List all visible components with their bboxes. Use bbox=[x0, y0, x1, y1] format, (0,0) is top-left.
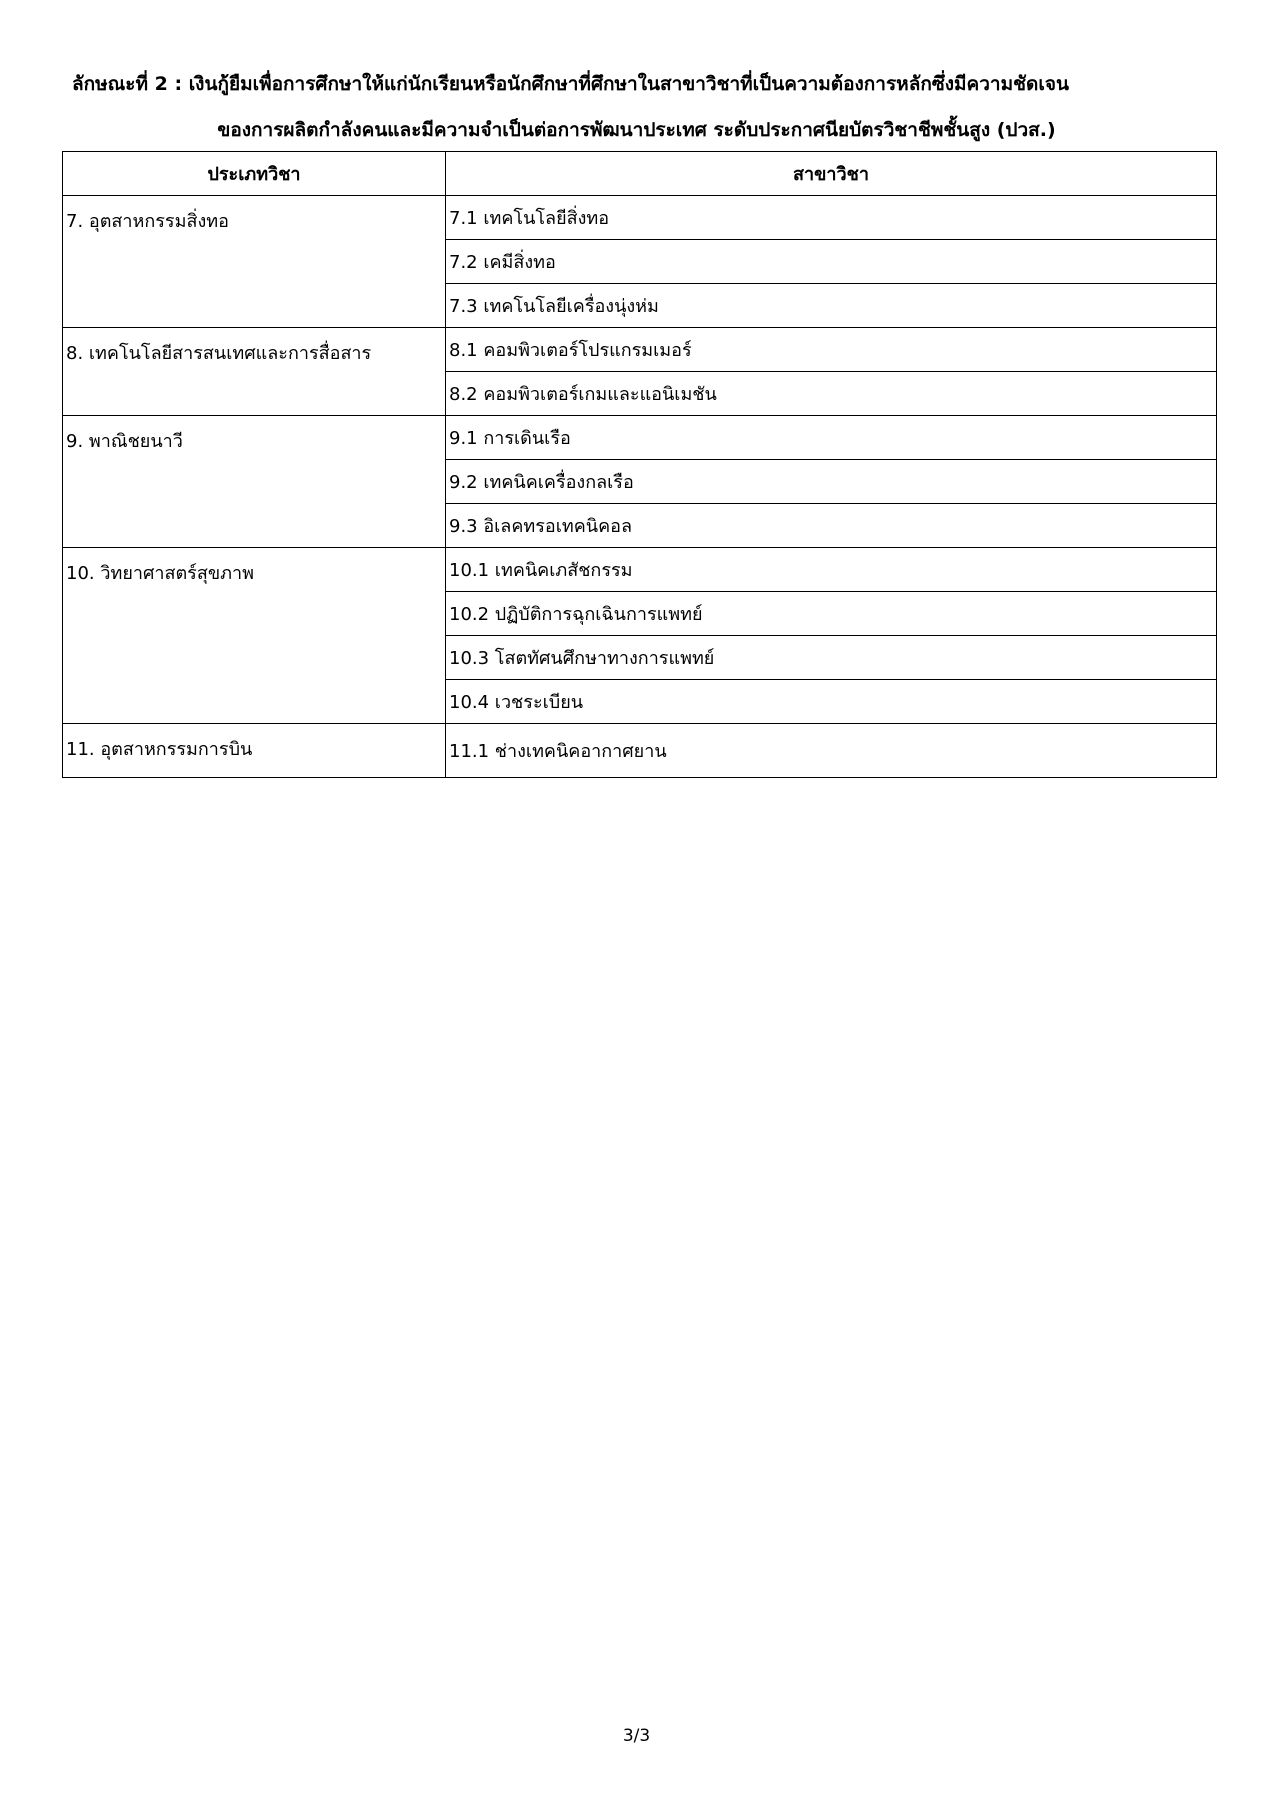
header-field: สาขาวิชา bbox=[446, 152, 1217, 196]
document-title-line-2: ของการผลิตกำลังคนและมีความจำเป็นต่อการพัฒนาประเทศ ระดับประกาศนียบัตรวิชาชีพชั้นสูง (ปวส.) bbox=[217, 119, 1056, 141]
field-of-study-table bbox=[62, 151, 1217, 778]
table-row bbox=[63, 328, 1217, 372]
category-cell: 11. อุตสาหกรรมการบิน bbox=[63, 724, 446, 778]
field-cell: 9.3 อิเลคทรอเทคนิคอล bbox=[446, 504, 1217, 548]
field-cell: 7.1 เทคโนโลยีสิ่งทอ bbox=[446, 196, 1217, 240]
table-header-row bbox=[63, 152, 1217, 196]
field-cell: 10.4 เวชระเบียน bbox=[446, 680, 1217, 724]
field-cell: 10.2 ปฏิบัติการฉุกเฉินการแพทย์ bbox=[446, 592, 1217, 636]
document-title-line-1: ลักษณะที่ 2 : เงินกู้ยืมเพื่อการศึกษาให้แก่นักเรียนหรือนักศึกษาที่ศึกษาในสาขาวิชาที่เป็นความต้องการหลักซึ่งมีความชัดเจน bbox=[72, 73, 1069, 95]
field-cell: 9.1 การเดินเรือ bbox=[446, 416, 1217, 460]
field-cell: 10.3 โสตทัศนศึกษาทางการแพทย์ bbox=[446, 636, 1217, 680]
field-cell: 7.3 เทคโนโลยีเครื่องนุ่งห่ม bbox=[446, 284, 1217, 328]
table-row bbox=[63, 416, 1217, 460]
table-row bbox=[63, 724, 1217, 778]
field-cell: 9.2 เทคนิคเครื่องกลเรือ bbox=[446, 460, 1217, 504]
page-number: 3/3 bbox=[622, 1726, 651, 1746]
field-cell: 11.1 ช่างเทคนิคอากาศยาน bbox=[446, 724, 1217, 778]
header-category: ประเภทวิชา bbox=[63, 152, 446, 196]
field-cell: 7.2 เคมีสิ่งทอ bbox=[446, 240, 1217, 284]
table-row bbox=[63, 548, 1217, 592]
category-cell: 9. พาณิชยนาวี bbox=[63, 416, 446, 548]
field-cell: 10.1 เทคนิคเภสัชกรรม bbox=[446, 548, 1217, 592]
field-cell: 8.1 คอมพิวเตอร์โปรแกรมเมอร์ bbox=[446, 328, 1217, 372]
category-cell: 10. วิทยาศาสตร์สุขภาพ bbox=[63, 548, 446, 724]
category-cell: 8. เทคโนโลยีสารสนเทศและการสื่อสาร bbox=[63, 328, 446, 416]
field-cell: 8.2 คอมพิวเตอร์เกมและแอนิเมชัน bbox=[446, 372, 1217, 416]
table-row bbox=[63, 196, 1217, 240]
category-cell: 7. อุตสาหกรรมสิ่งทอ bbox=[63, 196, 446, 328]
